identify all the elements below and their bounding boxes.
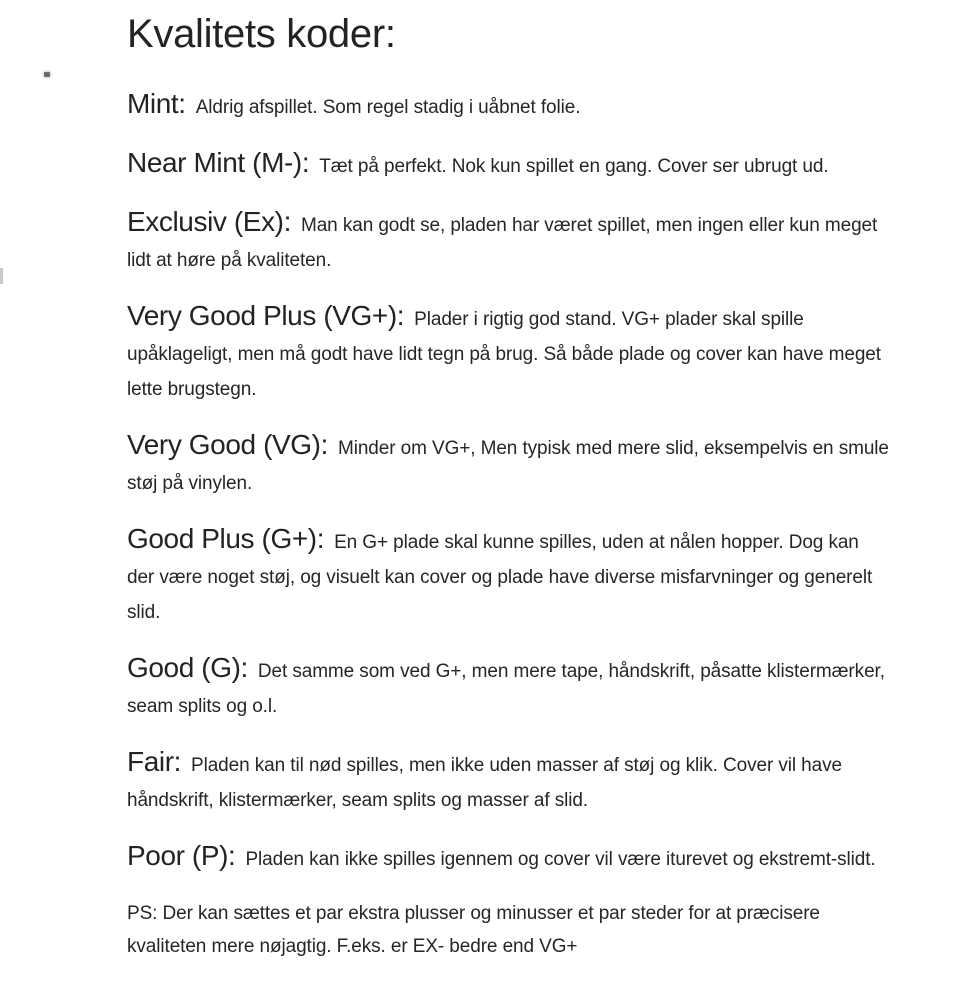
grade-description: Pladen kan ikke spilles igennem og cover vil være iturevet og ekstremt-slidt.: [245, 849, 876, 870]
grade-term: Very Good Plus (VG+):: [127, 300, 405, 331]
ps-note: PS: Der kan sættes et par ekstra plusser og minusser et par steder for at præcisere kvaliteten mere nøjagtig. F.eks. er EX- bedre end VG+: [127, 903, 820, 957]
grade-definition-very-good: [127, 427, 890, 501]
grade-description: Tæt på perfekt. Nok kun spillet en gang. Cover ser ubrugt ud.: [319, 156, 829, 177]
grade-definition-fair: [127, 744, 890, 818]
grade-description: Det samme som ved G+, men mere tape, håndskrift, påsatte klistermærker, seam splits og o.l.: [127, 661, 885, 717]
grade-definition-poor: [127, 838, 890, 877]
scan-artifact-edge-mark: [0, 268, 3, 284]
grade-definition-exclusiv: [127, 204, 890, 278]
grade-definition-good: [127, 650, 890, 724]
grade-term: Fair:: [127, 746, 182, 777]
grade-description: Pladen kan til nød spilles, men ikke uden masser af støj og klik. Cover vil have håndskrift, klistermærker, seam splits og masser af slid.: [127, 755, 842, 811]
grade-description: Man kan godt se, pladen har været spillet, men ingen eller kun meget lidt at høre på kvaliteten.: [127, 215, 878, 271]
grade-description: Minder om VG+, Men typisk med mere slid, eksempelvis en smule støj på vinylen.: [127, 438, 889, 494]
grade-term: Mint:: [127, 88, 186, 119]
grade-definition-near-mint: [127, 145, 890, 184]
grade-term: Near Mint (M-):: [127, 147, 310, 178]
grade-term: Very Good (VG):: [127, 429, 328, 460]
grade-description: Aldrig afspillet. Som regel stadig i uåbnet folie.: [195, 97, 581, 118]
page-title: Kvalitets koder:: [127, 12, 396, 56]
grade-definition-good-plus: [127, 521, 890, 630]
grade-description: Plader i rigtig god stand. VG+ plader skal spille upåklageligt, men må godt have lidt tegn på brug. Så både plade og cover kan have meget lette brugstegn.: [127, 309, 881, 400]
grade-definition-mint: [127, 86, 890, 125]
scan-artifact-speck: [44, 72, 50, 77]
grade-definition-very-good-plus: [127, 298, 890, 407]
grade-term: Poor (P):: [127, 840, 236, 871]
grade-description: En G+ plade skal kunne spilles, uden at nålen hopper. Dog kan der være noget støj, og visuelt kan cover og plade have diverse misfarvninger og generelt slid.: [127, 532, 873, 623]
grade-term: Good (G):: [127, 652, 248, 683]
grade-term: Exclusiv (Ex):: [127, 206, 291, 237]
grade-term: Good Plus (G+):: [127, 523, 325, 554]
